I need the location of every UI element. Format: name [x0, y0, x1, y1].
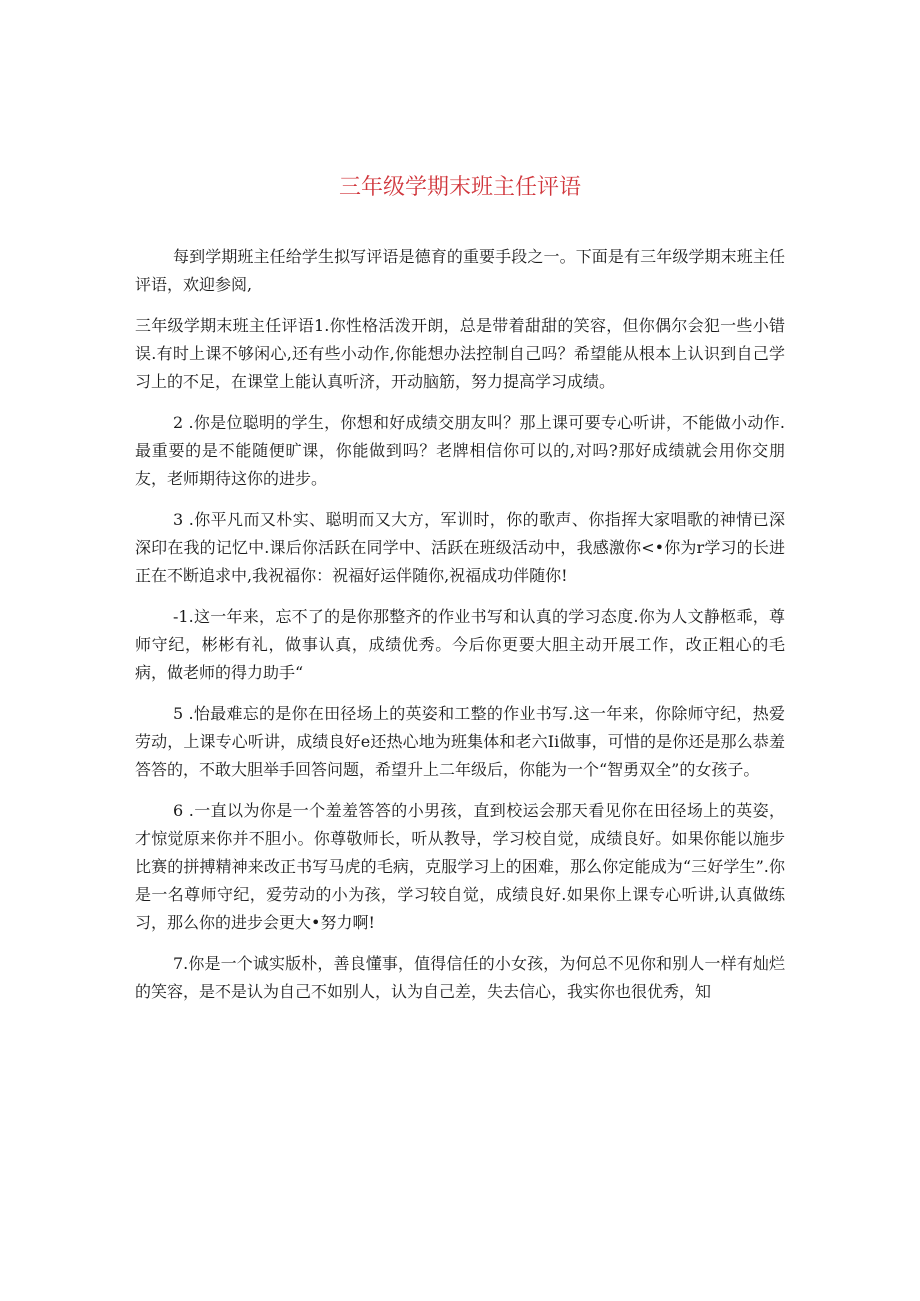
document-body — [135, 243, 785, 1019]
paragraph-comment-4: -1.这一年来，忘不了的是你那整齐的作业书写和认真的学习态度.你为人文静柩乖，尊师守纪，彬彬有礼，做事认真，成绩优秀。今后你更要大胆主动开展工作，改正粗心的毛病，做老师的得力助手“ — [135, 607, 785, 682]
paragraph-comment-7: 7.你是一个诚实版朴，善良懂事，值得信任的小女孩，为何总不见你和别人一样有灿烂的笑容，是不是认为自己不如别人，认为自己差，失去信心，我实你也很优秀，知 — [135, 954, 785, 1001]
document-title: 三年级学期末班主任评语 — [338, 175, 581, 200]
paragraph-comment-5: 5 .怡最难忘的是你在田径场上的英姿和工整的作业书写.这一年来，你除师守纪，热爱劳动，上课专心听讲，成绩良好e还热心地为班集体和老六Ii做事，可惜的是你还是那么恭羞答答的，不敢大胆举手回答问题，希望升上二年级后，你能为一个“智勇双全”的女孩子。 — [135, 704, 785, 779]
paragraph-comment-2: 2 .你是位聪明的学生，你想和好成绩交朋友叫？那上课可要专心听讲，不能做小动作.最重要的是不能随便旷课，你能做到吗？老牌相信你可以的,对吗?那好成绩就会用你交朋友，老师期待这你的进步。 — [135, 413, 785, 488]
paragraph-comment-6: 6 .一直以为你是一个羞羞答答的小男孩，直到校运会那天看见你在田径场上的英姿，才惊觉原来你并不胆小。你尊敬师长，听从教导，学习校自觉，成绩良好。如果你能以施步比赛的拼搏精神来改正书写马虎的毛病，克服学习上的困难，那么你定能成为“三好学生”.你是一名尊师守纪，爱劳动的小为孩，学习较自觉，成绩良好.如果你上课专心听讲,认真做练习，那么你的进步会更大•努力啊! — [135, 801, 785, 932]
paragraph-comment-1: 三年级学期末班主任评语1.你性格活泼开朗，总是带着甜甜的笑容，但你偶尔会犯一些小错误.有时上课不够闲心,还有些小动作,你能想办法控制自己吗？希望能从根本上认识到自己学习上的不足，在课堂上能认真听济，开动脑筋，努力提高学习成绩。 — [135, 316, 785, 391]
paragraph-comment-3: 3 .你平凡而又朴实、聪明而又大方，军训时，你的歌声、你指挥大家唱歌的神情已深深印在我的记忆中.课后你活跃在同学中、活跃在班级活动中，我感激你<•你为r学习的长进正在不断追求中,我祝福你：祝福好运伴随你,祝福成功伴随你! — [135, 510, 785, 585]
paragraph-intro: 每到学期班主任给学生拟写评语是德育的重要手段之一。下面是有三年级学期末班主任评语，欢迎参阅, — [135, 247, 785, 294]
